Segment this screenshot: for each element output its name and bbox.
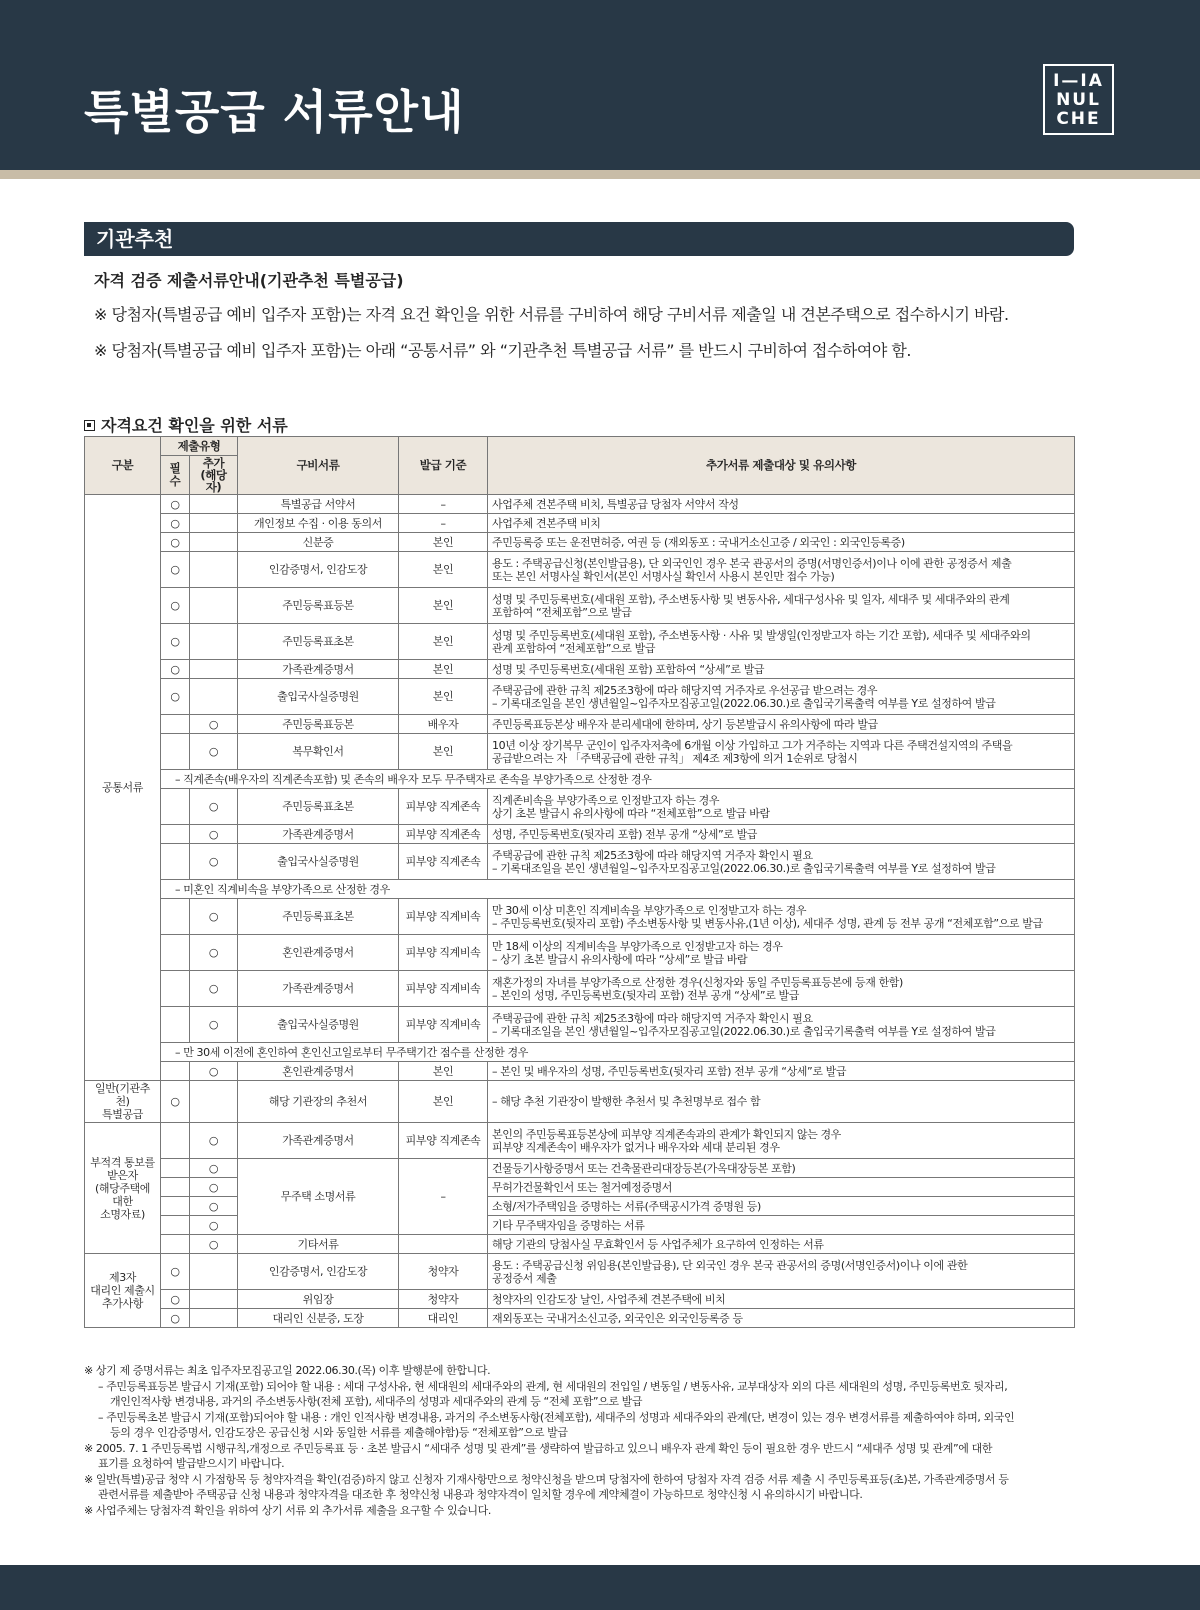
additional-mark [190,552,238,588]
required-mark [161,1123,190,1159]
subheader-text: – 직계존속(배우자의 직계존속포함) 및 존속의 배우자 모두 무주택자로 존속을 부양가족으로 산정한 경우 [161,770,1075,789]
document-name: 출입국사실증명원 [238,844,399,880]
document-name: 가족관계증명서 [238,1123,399,1159]
document-name: 해당 기관장의 추천서 [238,1081,399,1123]
additional-mark: ○ [190,935,238,971]
issue-basis: – [399,495,488,514]
required-mark [161,734,190,770]
subheader-row [85,1043,1075,1062]
page-footer [0,1565,1200,1610]
document-name: 인감증명서, 인감도장 [238,1254,399,1290]
notice-1: ※ 당첨자(특별공급 예비 입주자 포함)는 자격 요건 확인을 위한 서류를 구비하여 해당 구비서류 제출일 내 견본주택으로 접수하시기 바람. [94,305,1009,324]
header-notes: 추가서류 제출대상 및 유의사항 [488,437,1075,495]
additional-mark: ○ [190,1197,238,1216]
additional-mark [190,514,238,533]
issue-basis: 본인 [399,533,488,552]
table-row [85,935,1075,971]
document-note: 성명, 주민등록번호(뒷자리 포함) 전부 공개 “상세”로 발급 [488,825,1075,844]
footnote-3: ※ 일반(특별)공급 청약 시 가점항목 등 청약자격을 확인(검증)하지 않고 신청자 기재사항만으로 청약신청을 받으며 당첨자에 한하여 당첨자 자격 검증 서류 제출 시 주민등록표등(초)본, 가족관계증명서 등 [84,1472,1009,1486]
document-note: 해당 기관의 당첨사실 무효확인서 등 사업주체가 요구하여 인정하는 서류 [488,1235,1075,1254]
subheader-row [85,770,1075,789]
table-title-text: 자격요건 확인을 위한 서류 [101,416,288,435]
required-mark [161,935,190,971]
document-note: 사업주체 견본주택 비치 [488,514,1075,533]
required-mark [161,789,190,825]
additional-mark: ○ [190,789,238,825]
table-row [85,1178,1075,1197]
document-name: 특별공급 서약서 [238,495,399,514]
required-mark [161,1007,190,1043]
additional-mark [190,588,238,624]
document-note: 재외동포는 국내거소신고증, 외국인은 외국인등록증 등 [488,1309,1075,1328]
document-note: 본인의 주민등록표등본상에 피부양 직계존속과의 관계가 확인되지 않는 경우 피부양 직계존속이 배우자가 없거나 배우자와 세대 분리된 경우 [488,1123,1075,1159]
issue-basis: 본인 [399,734,488,770]
table-row [85,1309,1075,1328]
section-bar [84,222,1074,256]
document-note: 무허가건물확인서 또는 철거예정증명서 [488,1178,1075,1197]
document-note: 청약자의 인감도장 날인, 사업주체 견본주택에 비치 [488,1290,1075,1309]
issue-basis: 본인 [399,588,488,624]
required-mark: ○ [161,1254,190,1290]
required-mark: ○ [161,533,190,552]
document-note: 주택공급에 관한 규칙 제25조3항에 따라 해당지역 거주자로 우선공급 받으려는 경우 – 기록대조일을 본인 생년월일~입주자모집공고일(2022.06.30.)로 출입국기록출력 여부를 Y로 설정하여 발급 [488,679,1075,715]
table-row [85,789,1075,825]
issue-basis: 피부양 직계비속 [399,971,488,1007]
required-mark [161,825,190,844]
document-note: 용도 : 주택공급신청 위임용(본인발급용), 단 외국인 경우 본국 관공서의 증명(서명인증서)이나 이에 관한 공정증서 제출 [488,1254,1075,1290]
table-row [85,899,1075,935]
additional-mark: ○ [190,1062,238,1081]
document-name: 무주택 소명서류 [238,1159,399,1235]
additional-mark: ○ [190,1007,238,1043]
issue-basis: 피부양 직계존속 [399,825,488,844]
section-subtitle: 자격 검증 제출서류안내(기관추천 특별공급) [94,271,404,290]
required-mark [161,971,190,1007]
document-name: 위임장 [238,1290,399,1309]
table-row [85,1235,1075,1254]
document-note: 건물등기사항증명서 또는 건축물관리대장등본(가옥대장등본 포함) [488,1159,1075,1178]
square-bullet-icon [84,420,95,431]
page-title: 특별공급 서류안내 [84,85,465,139]
table-row [85,679,1075,715]
documents-table [84,436,1075,1328]
additional-mark: ○ [190,715,238,734]
category-cell: 부적격 통보를 받은자 (해당주택에 대한 소명자료) [85,1123,161,1254]
logo-line-3: CHE [1056,109,1101,129]
additional-mark [190,679,238,715]
document-note: – 해당 추천 기관장이 발행한 추천서 및 추천명부로 접수 함 [488,1081,1075,1123]
required-mark: ○ [161,1290,190,1309]
document-name: 가족관계증명서 [238,825,399,844]
document-note: 용도 : 주택공급신청(본인발급용), 단 외국인인 경우 본국 관공서의 증명(서명인증서)이나 이에 관한 공정증서 제출 또는 본인 서명사실 확인서(본인 서명사실 확인서 사용시 본인만 접수 가능) [488,552,1075,588]
required-mark [161,1178,190,1197]
issue-basis: 청약자 [399,1290,488,1309]
table-row [85,1081,1075,1123]
table-row [85,1159,1075,1178]
header-submit-type: 제출유형 [161,437,238,456]
document-note: 10년 이상 장기복무 군인이 입주자저축에 6개월 이상 가입하고 그가 거주하는 지역과 다른 주택건설지역의 주택을 공급받으려는 자 「주택공급에 관한 규칙」 제4조 제3항에 의거 1순위로 당첨시 [488,734,1075,770]
section-title: 기관추천 [96,227,174,251]
table-row [85,660,1075,679]
document-note: 직계존비속을 부양가족으로 인정받고자 하는 경우 상기 초본 발급시 유의사항에 따라 “전체포함”으로 발급 바람 [488,789,1075,825]
required-mark [161,1062,190,1081]
additional-mark [190,1254,238,1290]
footnote-3-cont: 관련서류를 제출받아 주택공급 신청 내용과 청약자격을 대조한 후 청약신청 내용과 청약자격이 일치할 경우에 계약체결이 가능하므로 청약신청 시 유의하시기 바랍니다. [98,1488,863,1501]
document-note: 만 18세 이상의 직계비속을 부양가족으로 인정받고자 하는 경우 – 상기 초본 발급시 유의사항에 따라 “상세”로 발급 바람 [488,935,1075,971]
table-row [85,844,1075,880]
table-body [85,495,1075,1328]
table-row [85,1123,1075,1159]
table-row [85,715,1075,734]
document-note: – 본인 및 배우자의 성명, 주민등록번호(뒷자리 포함) 전부 공개 “상세”로 발급 [488,1062,1075,1081]
required-mark [161,1197,190,1216]
additional-mark [190,660,238,679]
additional-mark [190,495,238,514]
document-note: 만 30세 이상 미혼인 직계비속을 부양가족으로 인정받고자 하는 경우 – 주민등록번호(뒷자리 포함) 주소변동사항 및 변동사유,(1년 이상), 세대주 성명, 관계 등 전부 공개 “전체포함”으로 발급 [488,899,1075,935]
table-row [85,1062,1075,1081]
document-note: 주택공급에 관한 규칙 제25조3항에 따라 해당지역 거주자 확인시 필요 – 기록대조일을 본인 생년월일~입주자모집공고일(2022.06.30.)로 출입국기록출력 여부를 Y로 설정하여 발급 [488,1007,1075,1043]
document-name: 주민등록표등본 [238,588,399,624]
category-cell: 일반(기관추천) 특별공급 [85,1081,161,1123]
table-row [85,734,1075,770]
required-mark: ○ [161,1309,190,1328]
issue-basis: 피부양 직계비속 [399,1007,488,1043]
document-note: 주택공급에 관한 규칙 제25조3항에 따라 해당지역 거주자 확인시 필요 – 기록대조일을 본인 생년월일~입주자모집공고일(2022.06.30.)로 출입국기록출력 여부를 Y로 설정하여 발급 [488,844,1075,880]
required-mark: ○ [161,495,190,514]
table-row [85,825,1075,844]
additional-mark [190,1290,238,1309]
subheader-text: – 만 30세 이전에 혼인하여 혼인신고일로부터 무주택기간 점수를 산정한 경우 [161,1043,1075,1062]
required-mark: ○ [161,588,190,624]
additional-mark [190,533,238,552]
document-name: 복무확인서 [238,734,399,770]
additional-mark: ○ [190,734,238,770]
document-name: 혼인관계증명서 [238,935,399,971]
required-mark [161,1235,190,1254]
additional-mark: ○ [190,899,238,935]
notice-2: ※ 당첨자(특별공급 예비 입주자 포함)는 아래 “공통서류” 와 “기관추천 특별공급 서류” 를 반드시 구비하여 접수하여야 함. [94,341,911,360]
additional-mark [190,624,238,660]
issue-basis: 배우자 [399,715,488,734]
document-name: 주민등록표초본 [238,624,399,660]
document-name: 혼인관계증명서 [238,1062,399,1081]
footnote-2-cont: 표기를 요청하여 발급받으시기 바랍니다. [98,1457,285,1470]
document-note: 소형/저가주택임을 증명하는 서류(주택공시가격 증명원 등) [488,1197,1075,1216]
additional-mark: ○ [190,971,238,1007]
issue-basis: 청약자 [399,1254,488,1290]
table-row [85,552,1075,588]
required-mark: ○ [161,624,190,660]
document-note: 성명 및 주민등록번호(세대원 포함) 포함하여 “상세”로 발급 [488,660,1075,679]
document-name: 인감증명서, 인감도장 [238,552,399,588]
required-mark: ○ [161,514,190,533]
document-name: 대리인 신분증, 도장 [238,1309,399,1328]
additional-mark: ○ [190,1159,238,1178]
required-mark: ○ [161,1081,190,1123]
table-row [85,1197,1075,1216]
footnote-1a: – 주민등록표등본 발급시 기재(포함) 되어야 할 내용 : 세대 구성사유, 현 세대원의 세대주와의 관계, 현 세대원의 전입일 / 변동일 / 변동사유, 교부대상자 외의 다른 세대원의 성명, 주민등록번호 뒷자리, [98,1379,1008,1393]
issue-basis [399,1235,488,1254]
additional-mark: ○ [190,1123,238,1159]
required-mark [161,899,190,935]
document-note: 주민등록증 또는 운전면허증, 여권 등 (재외동포 : 국내거소신고증 / 외국인 : 외국인등록증) [488,533,1075,552]
document-name: 신분증 [238,533,399,552]
category-cell: 제3자 대리인 제출시 추가사항 [85,1254,161,1328]
footnote-4: ※ 사업주체는 당첨자격 확인을 위하여 상기 서류 외 추가서류 제출을 요구할 수 있습니다. [84,1503,491,1517]
header-document: 구비서류 [238,437,399,495]
document-note: 성명 및 주민등록번호(세대원 포함), 주소변동사항 · 사유 및 발생일(인정받고자 하는 기간 포함), 세대주 및 세대주와의 관계 포함하여 “전체포함”으로 발급 [488,624,1075,660]
issue-basis: 피부양 직계비속 [399,899,488,935]
additional-mark [190,1081,238,1123]
required-mark: ○ [161,660,190,679]
document-name: 출입국사실증명원 [238,679,399,715]
table-row [85,514,1075,533]
document-note: 주민등록표등본상 배우자 분리세대에 한하며, 상기 등본발급시 유의사항에 따라 발급 [488,715,1075,734]
table-title [84,413,288,436]
issue-basis: 본인 [399,624,488,660]
required-mark: ○ [161,679,190,715]
document-note: 기타 무주택자임을 증명하는 서류 [488,1216,1075,1235]
additional-mark: ○ [190,844,238,880]
footnote-1b-cont: 등의 경우 인감증명서, 인감도장은 공급신청 시와 동일한 서류를 제출해야함)등 “전체포함”으로 발급 [110,1426,568,1439]
additional-mark: ○ [190,825,238,844]
page-header [0,0,1200,170]
issue-basis: 본인 [399,1081,488,1123]
footnote-2: ※ 2005. 7. 1 주민등록법 시행규칙,개정으로 주민등록표 등 · 초본 발급시 “세대주 성명 및 관계”를 생략하여 발급하고 있으니 배우자 관계 확인 등이 필요한 경우 반드시 “세대주 성명 및 관계”에 대한 [84,1441,993,1455]
issue-basis: 본인 [399,552,488,588]
header-required: 필수 [161,456,190,495]
subheader-text: – 미혼인 직계비속을 부양가족으로 산정한 경우 [161,880,1075,899]
additional-mark: ○ [190,1235,238,1254]
document-name: 주민등록표등본 [238,715,399,734]
issue-basis: 본인 [399,660,488,679]
header-category: 구분 [85,437,161,495]
table-row [85,1254,1075,1290]
document-name: 주민등록표초본 [238,789,399,825]
logo-line-1: I—IA [1053,71,1104,91]
issue-basis: – [399,514,488,533]
required-mark [161,844,190,880]
document-name: 출입국사실증명원 [238,1007,399,1043]
table-row [85,495,1075,514]
required-mark [161,1216,190,1235]
table-row [85,588,1075,624]
document-name: 가족관계증명서 [238,660,399,679]
document-note: 재혼가정의 자녀를 부양가족으로 산정한 경우(신청자와 동일 주민등록표등본에 등재 한함) – 본인의 성명, 주민등록번호(뒷자리 포함) 전부 공개 “상세”로 발급 [488,971,1075,1007]
footnote-1: ※ 상기 제 증명서류는 최초 입주자모집공고일 2022.06.30.(목) 이후 발행분에 한합니다. [84,1364,491,1377]
table-row [85,624,1075,660]
header-stripe [0,170,1200,179]
footnote-1a-cont: 개인인적사항 변경내용, 과거의 주소변동사항(전체 포함), 세대주의 성명과 세대주와의 관계 등 “전체 포함”으로 발급 [110,1395,643,1408]
table-row [85,533,1075,552]
header-additional: 추가 (해당자) [190,456,238,495]
document-note: 성명 및 주민등록번호(세대원 포함), 주소변동사항 및 변동사유, 세대구성사유 및 일자, 세대주 및 세대주와의 관계 포함하여 “전체포함”으로 발급 [488,588,1075,624]
required-mark: ○ [161,552,190,588]
additional-mark: ○ [190,1216,238,1235]
header-issue-basis: 발급 기준 [399,437,488,495]
document-name: 주민등록표초본 [238,899,399,935]
additional-mark: ○ [190,1178,238,1197]
document-name: 기타서류 [238,1235,399,1254]
issue-basis: 피부양 직계비속 [399,935,488,971]
issue-basis: 대리인 [399,1309,488,1328]
additional-mark [190,1309,238,1328]
required-mark [161,715,190,734]
issue-basis: 피부양 직계존속 [399,844,488,880]
subheader-row [85,880,1075,899]
issue-basis: 피부양 직계존속 [399,789,488,825]
document-name: 가족관계증명서 [238,971,399,1007]
table-row [85,971,1075,1007]
table-row [85,1007,1075,1043]
logo-line-2: NUL [1056,90,1101,110]
footnotes [84,1363,1074,1518]
issue-basis: 본인 [399,1062,488,1081]
issue-basis: 본인 [399,679,488,715]
footnote-1b: – 주민등록초본 발급시 기재(포함)되어야 할 내용 : 개인 인적사항 변경내용, 과거의 주소변동사항(전체포함), 세대주의 성명과 세대주와의 관계(단, 변경이 있는 경우 변경서류를 제출하여야 하며, 외국인 [98,1410,1015,1424]
document-note: 사업주체 견본주택 비치, 특별공급 당첨자 서약서 작성 [488,495,1075,514]
issue-basis: 피부양 직계존속 [399,1123,488,1159]
issue-basis: – [399,1159,488,1235]
brand-logo [1043,64,1114,135]
category-cell: 공통서류 [85,495,161,1081]
document-name: 개인정보 수집 · 이용 동의서 [238,514,399,533]
table-row [85,1216,1075,1235]
required-mark [161,1159,190,1178]
table-row [85,1290,1075,1309]
